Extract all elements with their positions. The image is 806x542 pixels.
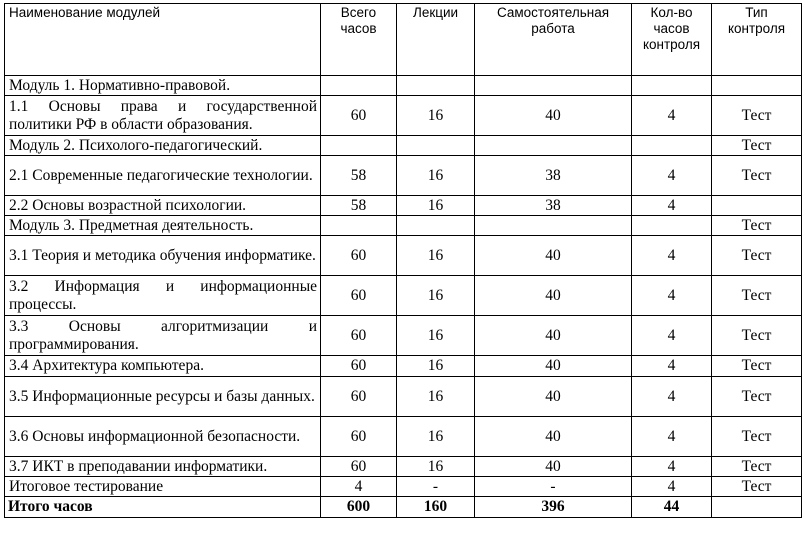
- total-hours-cell: 4: [321, 477, 397, 497]
- total-hours-cell: 60: [321, 356, 397, 377]
- total-hours-cell: 58: [321, 196, 397, 216]
- module-name-cell: 3.7 ИКТ в преподавании информатики.: [5, 457, 321, 477]
- self-study-cell: [475, 216, 632, 236]
- table-row: [5, 76, 802, 96]
- control-type-cell: [712, 76, 802, 96]
- table-row: [5, 477, 802, 497]
- total-hours-cell: 60: [321, 236, 397, 276]
- table-row: [5, 377, 802, 417]
- module-name-cell: Модуль 3. Предметная деятельность.: [5, 216, 321, 236]
- self-study-cell: 40: [475, 236, 632, 276]
- control-hours-cell: 4: [632, 356, 712, 377]
- self-study-cell: -: [475, 477, 632, 497]
- lectures-cell: 16: [397, 156, 475, 196]
- module-name-cell: 2.1 Современные педагогические технологии.: [5, 156, 321, 196]
- header-module-name: Наименование модулей: [5, 4, 321, 76]
- self-study-cell: [475, 136, 632, 156]
- total-hours-cell: 60: [321, 457, 397, 477]
- control-hours-cell: 4: [632, 96, 712, 136]
- total-hours-cell: [321, 216, 397, 236]
- table-row: [5, 196, 802, 216]
- header-lectures: Лекции: [397, 4, 475, 76]
- control-hours-cell: [632, 136, 712, 156]
- total-label: Итого часов: [5, 497, 321, 518]
- control-type-cell: Тест: [712, 216, 802, 236]
- control-hours-cell: 4: [632, 377, 712, 417]
- lectures-cell: 16: [397, 457, 475, 477]
- total-hours-cell: [321, 136, 397, 156]
- control-type-cell: Тест: [712, 136, 802, 156]
- control-hours-cell: 4: [632, 196, 712, 216]
- control-type-cell: Тест: [712, 356, 802, 377]
- table-row: [5, 96, 802, 136]
- self-study-cell: 40: [475, 276, 632, 316]
- control-hours-cell: 4: [632, 276, 712, 316]
- control-type-cell: Тест: [712, 316, 802, 356]
- module-name-cell: 3.3 Основы алгоритмизации и программирования.: [5, 316, 321, 356]
- total-self-study: 396: [475, 497, 632, 518]
- total-hours-cell: 60: [321, 316, 397, 356]
- total-hours-cell: 60: [321, 377, 397, 417]
- control-type-cell: Тест: [712, 417, 802, 457]
- lectures-cell: [397, 76, 475, 96]
- module-name-cell: 3.5 Информационные ресурсы и базы данных.: [5, 377, 321, 417]
- modules-table: [4, 3, 802, 518]
- header-control-hours: Кол-во часов контроля: [632, 4, 712, 76]
- lectures-cell: 16: [397, 96, 475, 136]
- self-study-cell: 40: [475, 356, 632, 377]
- table-row: [5, 156, 802, 196]
- self-study-cell: [475, 76, 632, 96]
- self-study-cell: 40: [475, 316, 632, 356]
- control-type-cell: Тест: [712, 477, 802, 497]
- total-hours-cell: [321, 76, 397, 96]
- module-name-cell: 3.6 Основы информационной безопасности.: [5, 417, 321, 457]
- table-row: [5, 216, 802, 236]
- module-name-cell: Модуль 2. Психолого-педагогический.: [5, 136, 321, 156]
- total-row: [5, 497, 802, 518]
- control-hours-cell: 4: [632, 417, 712, 457]
- control-hours-cell: [632, 216, 712, 236]
- control-type-cell: Тест: [712, 457, 802, 477]
- module-name-cell: 1.1 Основы права и государственной политики РФ в области образования.: [5, 96, 321, 136]
- lectures-cell: -: [397, 477, 475, 497]
- lectures-cell: [397, 216, 475, 236]
- total-hours: 600: [321, 497, 397, 518]
- control-hours-cell: 4: [632, 316, 712, 356]
- table-row: [5, 276, 802, 316]
- table-row: [5, 356, 802, 377]
- self-study-cell: 38: [475, 156, 632, 196]
- module-name-cell: 2.2 Основы возрастной психологии.: [5, 196, 321, 216]
- control-type-cell: Тест: [712, 96, 802, 136]
- self-study-cell: 40: [475, 457, 632, 477]
- lectures-cell: 16: [397, 356, 475, 377]
- lectures-cell: 16: [397, 236, 475, 276]
- control-type-cell: Тест: [712, 156, 802, 196]
- header-control-type: Тип контроля: [712, 4, 802, 76]
- table-row: [5, 316, 802, 356]
- control-type-cell: Тест: [712, 276, 802, 316]
- header-row: [5, 4, 802, 76]
- control-hours-cell: 4: [632, 457, 712, 477]
- control-type-cell: [712, 196, 802, 216]
- control-type-cell: Тест: [712, 377, 802, 417]
- self-study-cell: 40: [475, 96, 632, 136]
- module-name-cell: 3.4 Архитектура компьютера.: [5, 356, 321, 377]
- document: [4, 3, 802, 518]
- lectures-cell: 16: [397, 196, 475, 216]
- total-hours-cell: 60: [321, 417, 397, 457]
- lectures-cell: 16: [397, 316, 475, 356]
- control-hours-cell: 4: [632, 156, 712, 196]
- table-row: [5, 457, 802, 477]
- lectures-cell: 16: [397, 417, 475, 457]
- total-hours-cell: 58: [321, 156, 397, 196]
- total-hours-cell: 60: [321, 96, 397, 136]
- control-hours-cell: 4: [632, 236, 712, 276]
- total-control-type: [712, 497, 802, 518]
- total-control-hours: 44: [632, 497, 712, 518]
- module-name-cell: Итоговое тестирование: [5, 477, 321, 497]
- header-total-hours: Всего часов: [321, 4, 397, 76]
- module-name-cell: 3.2 Информация и информационные процессы.: [5, 276, 321, 316]
- header-self-study: Самостоятельная работа: [475, 4, 632, 76]
- self-study-cell: 40: [475, 417, 632, 457]
- control-hours-cell: [632, 76, 712, 96]
- table-row: [5, 136, 802, 156]
- control-hours-cell: 4: [632, 477, 712, 497]
- self-study-cell: 38: [475, 196, 632, 216]
- total-hours-cell: 60: [321, 276, 397, 316]
- module-name-cell: Модуль 1. Нормативно-правовой.: [5, 76, 321, 96]
- module-name-cell: 3.1 Теория и методика обучения информатике.: [5, 236, 321, 276]
- self-study-cell: 40: [475, 377, 632, 417]
- control-type-cell: Тест: [712, 236, 802, 276]
- table-row: [5, 236, 802, 276]
- total-lectures: 160: [397, 497, 475, 518]
- lectures-cell: 16: [397, 377, 475, 417]
- lectures-cell: 16: [397, 276, 475, 316]
- lectures-cell: [397, 136, 475, 156]
- table-row: [5, 417, 802, 457]
